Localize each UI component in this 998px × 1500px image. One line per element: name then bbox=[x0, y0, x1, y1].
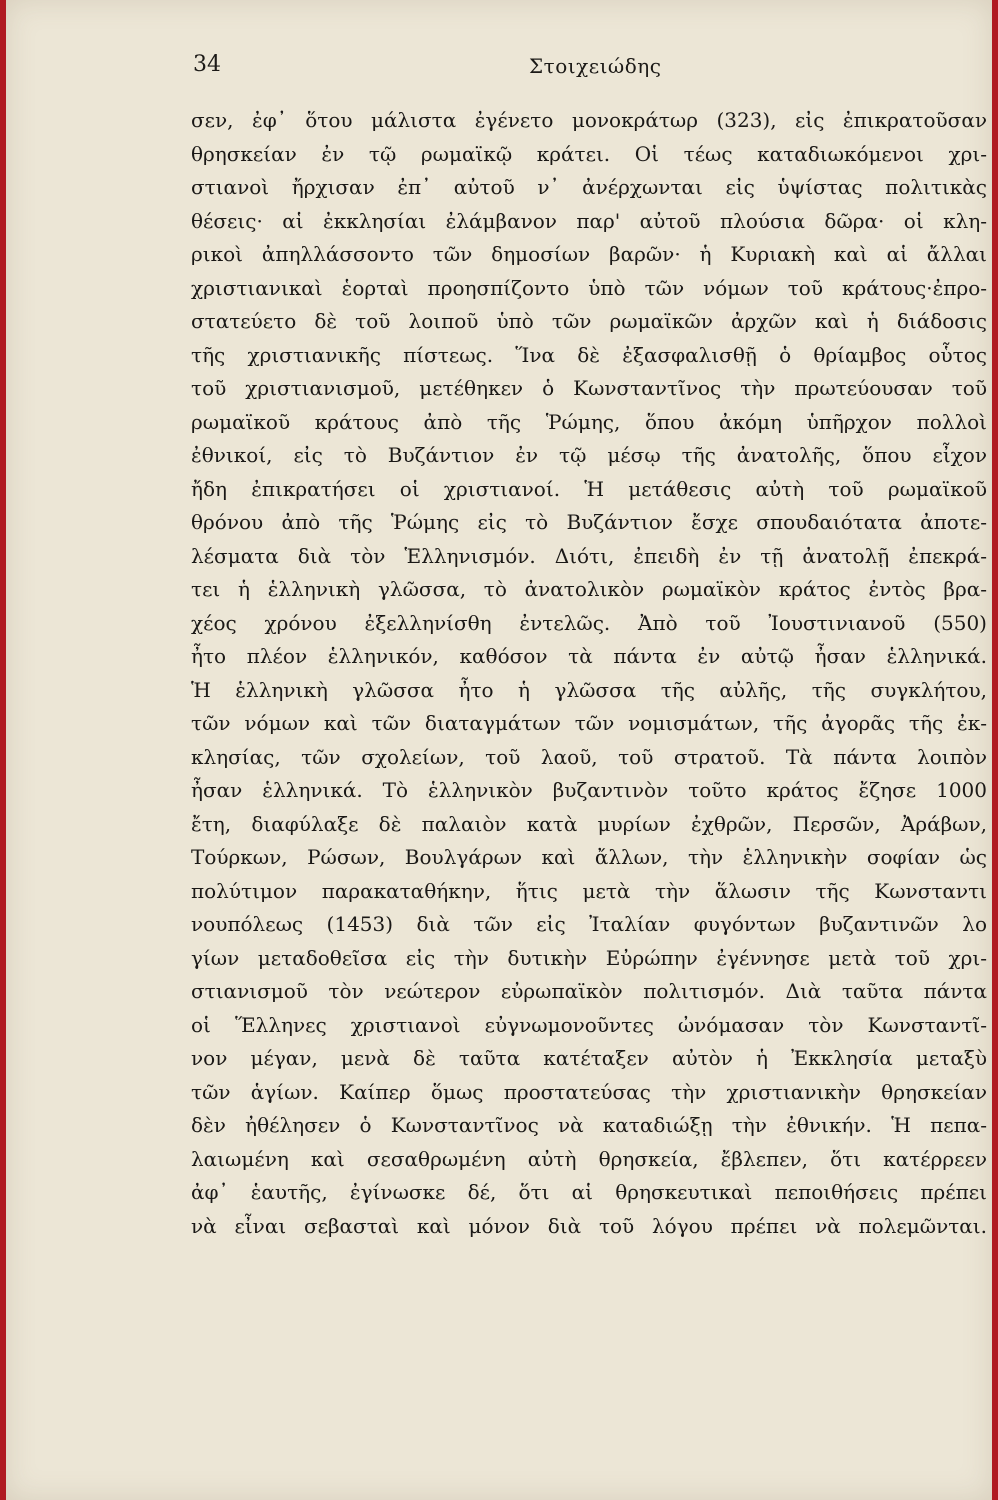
text-line: ἀφ᾽ ἑαυτῆς, ἐγίνωσκε δέ, ὅτι αἱ θρησκευτικαὶ πεποιθήσεις πρέπει bbox=[191, 1180, 987, 1204]
text-line: χέος χρόνου ἐξελληνίσθη ἐντελῶς. Ἀπὸ τοῦ Ἰουστινιανοῦ (550) bbox=[191, 610, 987, 635]
text-line: τει ἡ ἑλληνικὴ γλῶσσα, τὸ ἀνατολικὸν ρωμαϊκὸν κράτος ἐντὸς βρα- bbox=[191, 577, 987, 601]
text-line: Τούρκων, Ρώσων, Βουλγάρων καὶ ἄλλων, τὴν ἑλληνικὴν σοφίαν ὡς bbox=[191, 845, 987, 869]
text-line: λέσματα διὰ τὸν Ἑλληνισμόν. Διότι, ἐπειδὴ ἐν τῇ ἀνατολῇ ἐπεκρά- bbox=[191, 543, 987, 568]
page-header bbox=[6, 52, 992, 82]
text-line: ρωμαϊκοῦ κράτους ἀπὸ τῆς Ῥώμης, ὅπου ἀκόμη ὑπῆρχον πολλοὶ bbox=[191, 409, 987, 434]
text-line: λαιωμένη καὶ σεσαθρωμένη αὐτὴ θρησκεία, ἔβλεπεν, ὅτι κατέρρεεν bbox=[191, 1146, 987, 1171]
text-line: τῶν ἁγίων. Καίπερ ὅμως προστατεύσας τὴν χριστιανικὴν θρησκείαν bbox=[191, 1079, 987, 1104]
text-line: πολύτιμον παρακαταθήκην, ἥτις μετὰ τὴν ἅλωσιν τῆς Κωνσταντι bbox=[191, 878, 987, 903]
text-line: θρόνου ἀπὸ τῆς Ῥώμης εἰς τὸ Βυζάντιον ἔσχε σπουδαιότατα ἀποτε- bbox=[191, 510, 987, 534]
body-text bbox=[191, 104, 987, 1243]
text-line: χριστιανικαὶ ἑορταὶ προησπίζοντο ὑπὸ τῶν νόμων τοῦ κράτους·ἐπρο- bbox=[191, 275, 987, 300]
text-line: στατεύετο δὲ τοῦ λοιποῦ ὑπὸ τῶν ρωμαϊκῶν ἀρχῶν καὶ ἡ διάδοσις bbox=[191, 309, 987, 333]
text-line: τῆς χριστιανικῆς πίστεως. Ἵνα δὲ ἐξασφαλισθῇ ὁ θρίαμβος οὗτος bbox=[191, 342, 987, 367]
text-line: θρησκείαν ἐν τῷ ρωμαϊκῷ κράτει. Οἱ τέως καταδιωκόμενοι χρι- bbox=[191, 141, 987, 166]
text-line: νον μέγαν, μενὰ δὲ ταῦτα κατέταξεν αὐτὸν ἡ Ἐκκλησία μεταξὺ bbox=[191, 1046, 987, 1070]
text-line: δὲν ἠθέλησεν ὁ Κωνσταντῖνος νὰ καταδιώξῃ τὴν ἐθνικήν. Ἡ πεπα- bbox=[191, 1113, 987, 1137]
page-number: 34 bbox=[193, 52, 221, 77]
text-line: σεν, ἐφ᾽ ὅτου μάλιστα ἐγένετο μονοκράτωρ (323), εἰς ἐπικρατοῦσαν bbox=[191, 108, 987, 132]
text-line: στιανισμοῦ τὸν νεώτερον εὐρωπαϊκὸν πολιτισμόν. Διὰ ταῦτα πάντα bbox=[191, 979, 987, 1003]
text-line: νὰ εἶναι σεβασταὶ καὶ μόνον διὰ τοῦ λόγου πρέπει νὰ πολεμῶνται. bbox=[191, 1213, 987, 1238]
text-line: τῶν νόμων καὶ τῶν διαταγμάτων τῶν νομισμάτων, τῆς ἀγορᾶς τῆς ἐκ- bbox=[191, 711, 987, 735]
text-line: τοῦ χριστιανισμοῦ, μετέθηκεν ὁ Κωνσταντῖνος τὴν πρωτεύουσαν τοῦ bbox=[191, 376, 987, 400]
text-line: ἦσαν ἑλληνικά. Τὸ ἑλληνικὸν βυζαντινὸν τοῦτο κράτος ἔζησε 1000 bbox=[191, 778, 987, 802]
text-line: ρικοὶ ἀπηλλάσσοντο τῶν δημοσίων βαρῶν· ἡ Κυριακὴ καὶ αἱ ἄλλαι bbox=[191, 242, 987, 266]
text-line: στιανοὶ ἤρχισαν ἐπ᾽ αὐτοῦ ν᾽ ἀνέρχωνται εἰς ὑψίστας πολιτικὰς bbox=[191, 175, 987, 199]
book-page bbox=[6, 0, 992, 1500]
text-line: ἐθνικοί, εἰς τὸ Βυζάντιον ἐν τῷ μέσῳ τῆς ἀνατολῆς, ὅπου εἶχον bbox=[191, 443, 987, 467]
text-line: ἤδη ἐπικρατήσει οἱ χριστιανοί. Ἡ μετάθεσις αὐτὴ τοῦ ρωμαϊκοῦ bbox=[191, 476, 987, 501]
text-line: Ἡ ἑλληνικὴ γλῶσσα ἦτο ἡ γλῶσσα τῆς αὐλῆς, τῆς συγκλήτου, bbox=[191, 677, 987, 702]
text-line: κλησίας, τῶν σχολείων, τοῦ λαοῦ, τοῦ στρατοῦ. Τὰ πάντα λοιπὸν bbox=[191, 744, 987, 769]
text-line: νουπόλεως (1453) διὰ τῶν εἰς Ἰταλίαν φυγόντων βυζαντινῶν λο bbox=[191, 912, 987, 936]
text-line: ἔτη, διαφύλαξε δὲ παλαιὸν κατὰ μυρίων ἐχθρῶν, Περσῶν, Ἀράβων, bbox=[191, 811, 987, 836]
text-line: οἱ Ἕλληνες χριστιανοὶ εὐγνωμονοῦντες ὠνόμασαν τὸν Κωνσταντῖ- bbox=[191, 1012, 987, 1037]
text-line: θέσεις· αἱ ἐκκλησίαι ἐλάμβανον παρ' αὐτοῦ πλούσια δῶρα· οἱ κλη- bbox=[191, 208, 987, 233]
running-head: Στοιχειώδης bbox=[529, 54, 662, 78]
text-line: γίων μεταδοθεῖσα εἰς τὴν δυτικὴν Εὐρώπην ἐγέννησε μετὰ τοῦ χρι- bbox=[191, 945, 987, 970]
text-line: ἦτο πλέον ἑλληνικόν, καθόσον τὰ πάντα ἐν αὐτῷ ἦσαν ἑλληνικά. bbox=[191, 644, 987, 668]
